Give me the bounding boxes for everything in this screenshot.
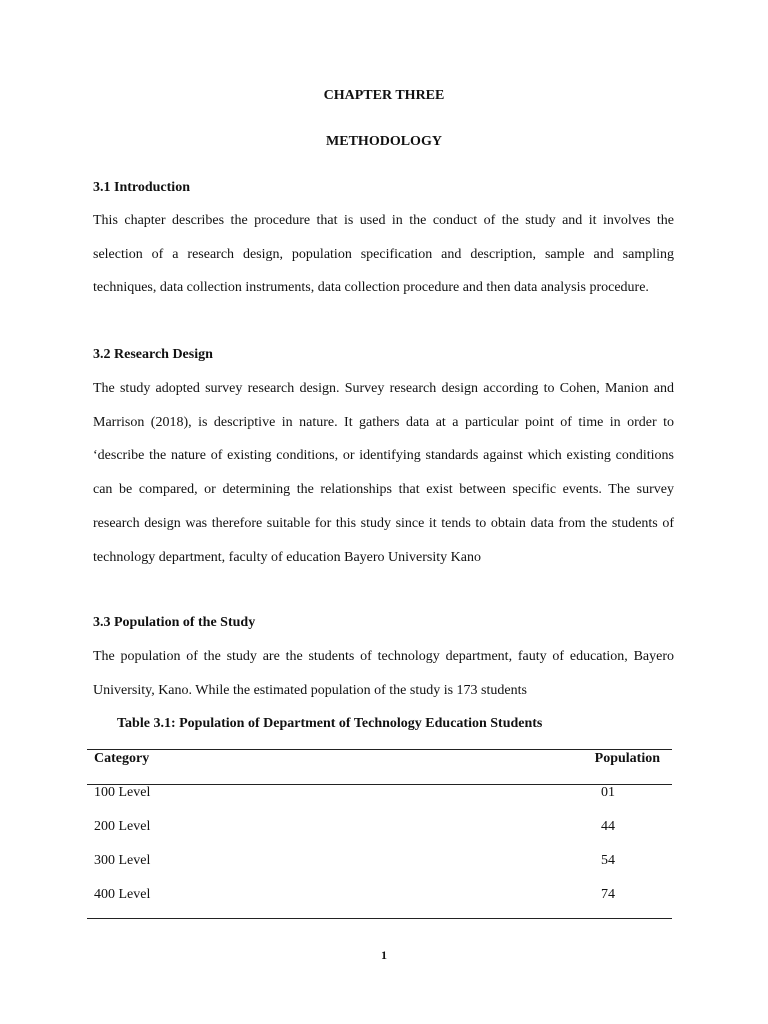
section-body-population: The population of the study are the students of technology department, fauty of education, Bayero University, Kano. While the estimated population of the study is 173 students [93,649,674,698]
table-bottom-rule [87,918,672,919]
table-cell-category: 100 Level [94,785,151,800]
chapter-title: CHAPTER THREE [323,88,445,103]
table-header-category: Category [94,751,150,766]
section-heading-research-design: 3.2 Research Design [93,347,213,362]
table-cell-category: 200 Level [94,819,151,834]
section-body-research-design: The study adopted survey research design. Survey research design according to Cohen, Manion and Marrison (2018), is descriptive in nature. It gathers data at a particular point of time in order to ‘describe the nature of existing conditions, or identifying standards against which existing conditions can be compared, or determining the relationships that exist between specific events. The survey research design was therefore suitable for this study since it tends to obtain data from the students of technology department, faculty of education Bayero University Kano [93,381,674,565]
table-cell-population: 74 [601,887,615,902]
table-cell-population: 44 [601,819,615,834]
page-number: 1 [381,948,387,962]
table-header-population: Population [594,751,660,766]
table-caption: Table 3.1: Population of Department of Technology Education Students [117,716,543,731]
table-cell-category: 400 Level [94,887,151,902]
table-header-rule [87,784,672,785]
section-heading-introduction: 3.1 Introduction [93,180,190,195]
table-cell-population: 01 [601,785,615,800]
table-cell-population: 54 [601,853,615,868]
table-cell-category: 300 Level [94,853,151,868]
chapter-subtitle: METHODOLOGY [326,134,442,149]
table-top-rule [87,749,672,750]
section-body-introduction: This chapter describes the procedure that is used in the conduct of the study and it involves the selection of a research design, population specification and description, sample and sampling techniques, data collection instruments, data collection procedure and then data analysis procedure. [93,213,674,296]
section-heading-population: 3.3 Population of the Study [93,615,256,630]
